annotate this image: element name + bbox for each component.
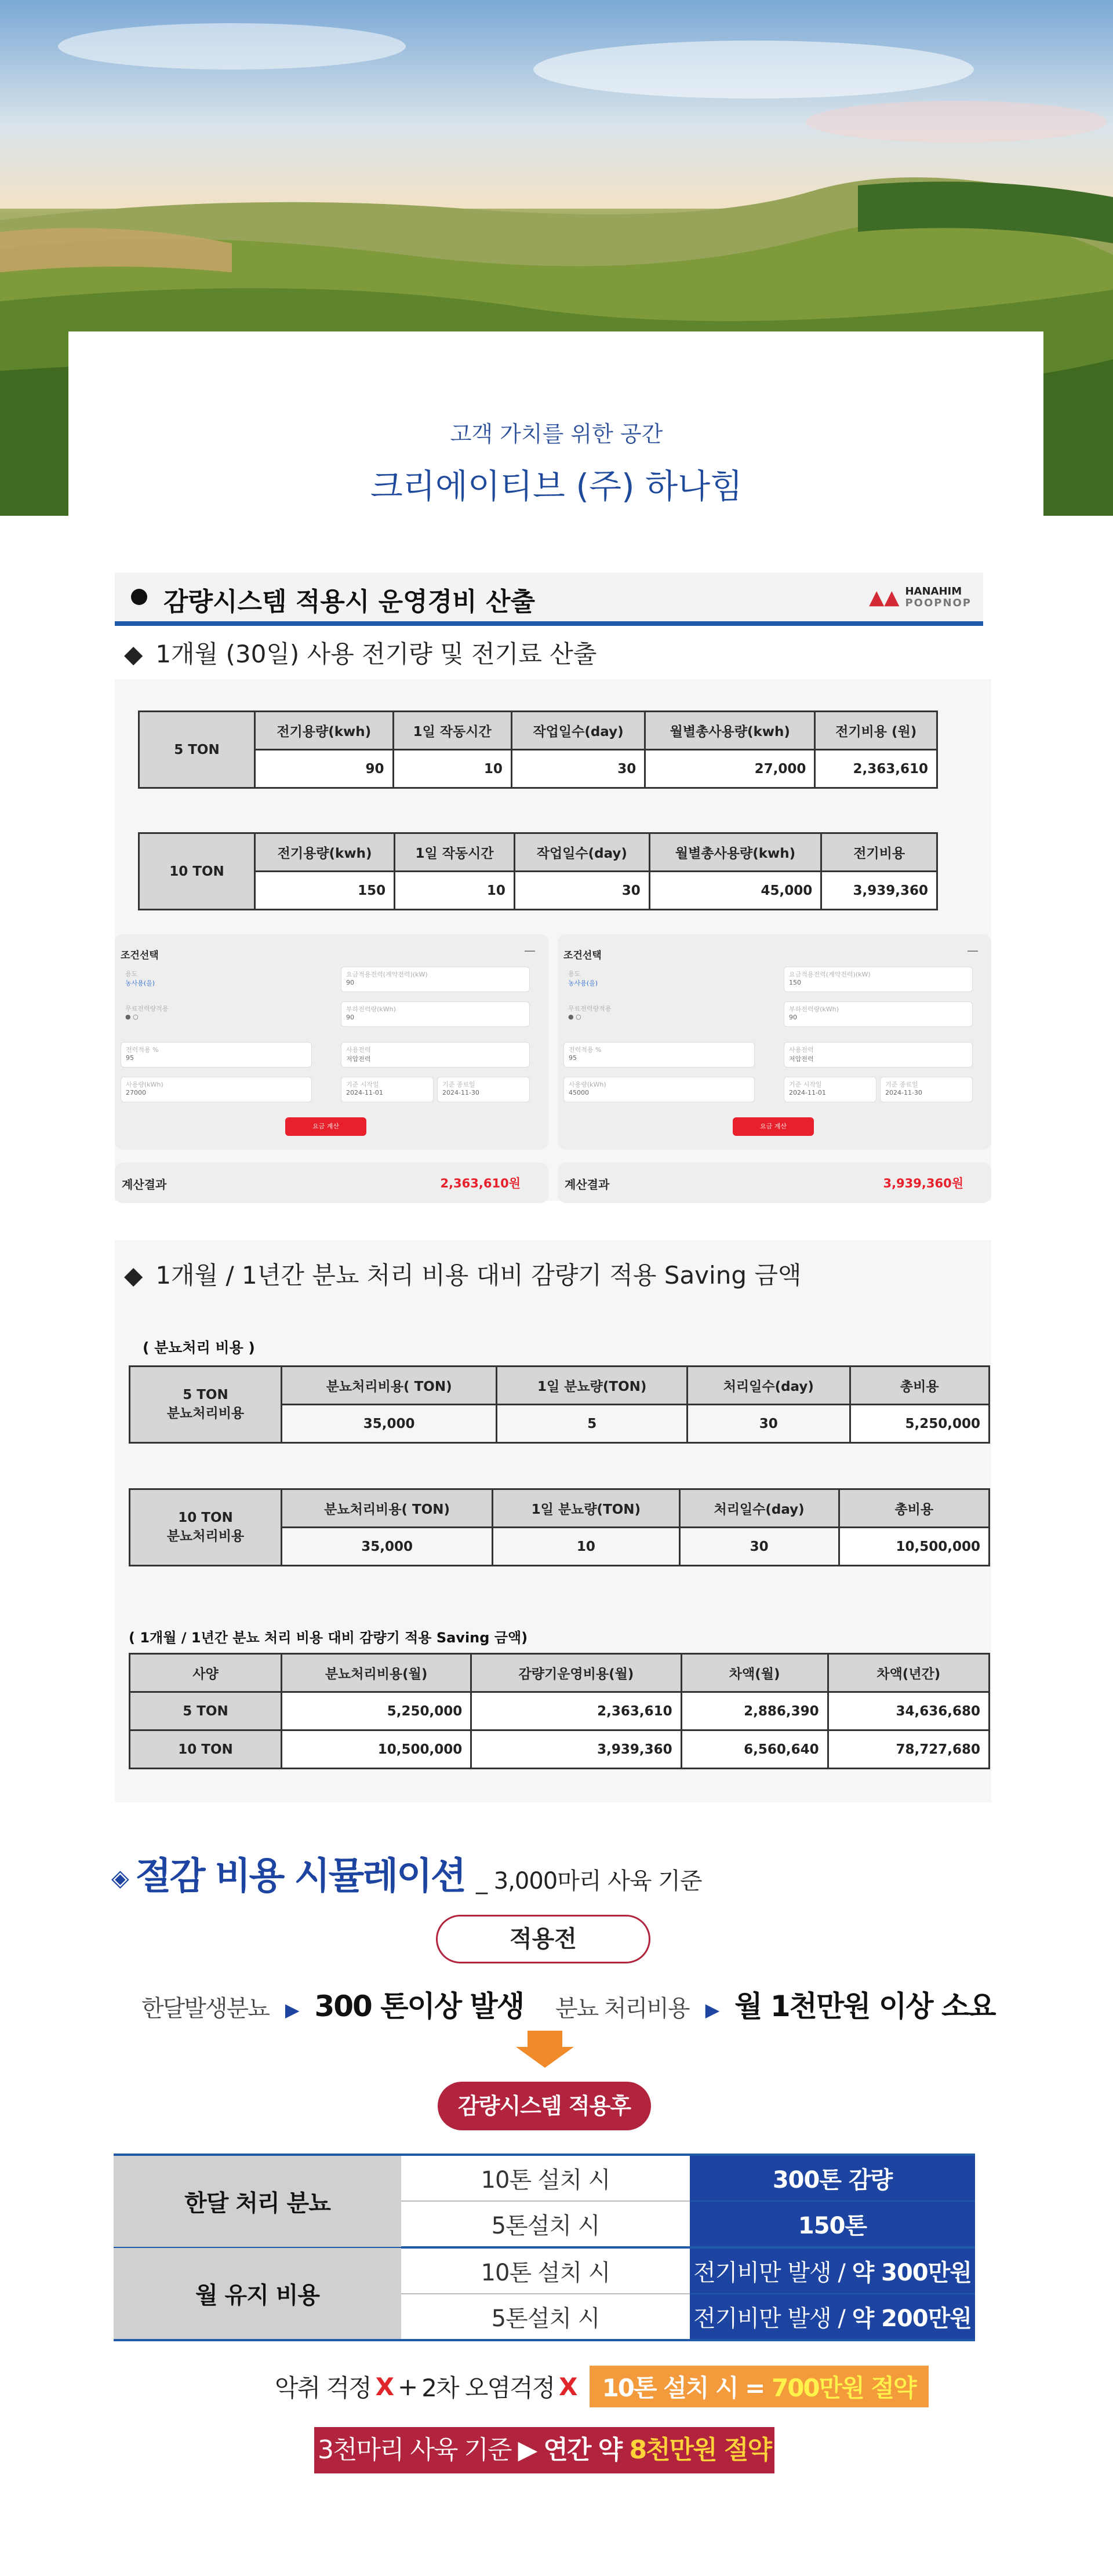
- field-value: 45000: [569, 1089, 589, 1096]
- col-header: 전기용량(kwh): [255, 833, 395, 872]
- field-value: 저압전력: [346, 1055, 371, 1063]
- plus-sign: +: [398, 2372, 417, 2401]
- banner-amount: 8천만원 절약: [629, 2435, 771, 2465]
- result-cell: [690, 2247, 975, 2294]
- cell: 10: [393, 750, 511, 788]
- calc-result-5ton: [115, 1163, 548, 1203]
- result-prefix: 전기비만 발생 /: [693, 2305, 852, 2332]
- field-label: 전력적용 %: [126, 1046, 159, 1054]
- table-row: [114, 2155, 975, 2201]
- subheading-text: 1개월 / 1년간 분뇨 처리 비용 대비 감량기 적용 Saving 금액: [155, 1261, 802, 1289]
- field-label: 기준 시작일: [346, 1081, 379, 1088]
- col-header: 차액(월): [681, 1654, 828, 1692]
- usage-field[interactable]: [563, 967, 737, 992]
- cell: 150: [255, 872, 395, 910]
- field-label: 사용량(kWh): [126, 1081, 163, 1088]
- calc-result-10ton: [558, 1163, 991, 1203]
- table-10ton-electricity: [138, 832, 938, 910]
- result-label: 계산결과: [122, 1178, 167, 1192]
- table-10ton-manure: [129, 1488, 990, 1566]
- line-value: 월 1천만원 이상 소요: [734, 1990, 995, 2023]
- row-label: 10 TON 분뇨처리비용: [130, 1489, 282, 1566]
- triangle-right-icon: ▶: [285, 1999, 299, 2021]
- result-label: 계산결과: [565, 1178, 610, 1192]
- field-label: 요금적용전력(계약전력)(kW): [346, 971, 428, 978]
- cell: 78,727,680: [828, 1730, 989, 1769]
- field-value: 150: [789, 979, 801, 986]
- cell: 10: [395, 872, 515, 910]
- end-date-input[interactable]: [437, 1077, 530, 1102]
- row-label: 10 TON: [139, 833, 255, 910]
- subheading-saving: [124, 1256, 801, 1291]
- col-header: 처리일수(day): [679, 1489, 839, 1528]
- field-label: 사용량(kWh): [569, 1081, 606, 1088]
- worry-free-line: [275, 2366, 929, 2407]
- col-header: 감량기운영비용(월): [471, 1654, 681, 1692]
- cell: 10: [493, 1528, 679, 1566]
- simulation-title-text: 절감 비용 시뮬레이션: [135, 1855, 465, 1898]
- radio-icon[interactable]: ● ○: [568, 1013, 581, 1021]
- cell: 5,250,000: [850, 1405, 989, 1443]
- highlight-prefix: 10톤 설치 시 =: [602, 2374, 772, 2402]
- field-value: 2024-11-01: [346, 1089, 383, 1096]
- cell: 27,000: [645, 750, 815, 788]
- table-5ton-electricity: [138, 711, 938, 789]
- load-power-input[interactable]: [341, 1001, 530, 1027]
- line-label: 분뇨 처리비용: [555, 1995, 689, 2022]
- field-value: 90: [789, 1014, 797, 1021]
- field-label: 사용전력: [346, 1046, 371, 1054]
- annual-saving-banner: [314, 2427, 774, 2473]
- condition-cell: 10톤 설치 시: [401, 2247, 690, 2294]
- calc-title: 조건선택: [121, 950, 159, 961]
- col-header: 사양: [130, 1654, 282, 1692]
- table-5ton-manure: [129, 1365, 990, 1444]
- group-label: 한달 처리 분뇨: [114, 2155, 401, 2247]
- simulation-table: [114, 2154, 975, 2341]
- header-title: 크리에이티브 (주) 하나힘: [370, 467, 743, 506]
- start-date-input[interactable]: [784, 1077, 876, 1102]
- free-power-radio[interactable]: [563, 1001, 737, 1027]
- cell: 35,000: [282, 1528, 493, 1566]
- usage-field[interactable]: [121, 967, 294, 992]
- simulation-title: [111, 1846, 702, 1900]
- result-cell: [690, 2294, 975, 2340]
- field-label: 용도: [568, 970, 581, 978]
- table-row: [114, 2247, 975, 2294]
- col-header: 분뇨처리비용( TON): [282, 1489, 493, 1528]
- odor-worry-text: 악취 걱정: [275, 2374, 371, 2402]
- field-value: 2024-11-30: [885, 1089, 922, 1096]
- field-value: 90: [346, 1014, 354, 1021]
- power-ratio-input[interactable]: [563, 1042, 755, 1067]
- cell: 30: [679, 1528, 839, 1566]
- col-header: 전기용량(kwh): [255, 712, 394, 750]
- field-label: 용도: [125, 970, 138, 978]
- contract-power-input[interactable]: [784, 967, 973, 992]
- x-mark: X: [375, 2372, 394, 2401]
- manure-cost-line: [555, 1983, 995, 2025]
- cell: 6,560,640: [681, 1730, 828, 1769]
- col-header: 1일 작동시간: [393, 712, 511, 750]
- result-prefix: 전기비만 발생 /: [693, 2260, 852, 2286]
- col-header: 1일 분뇨량(TON): [497, 1367, 688, 1405]
- monthly-manure-line: [141, 1983, 523, 2025]
- cell: 5,250,000: [282, 1692, 471, 1730]
- cell: 10,500,000: [839, 1528, 989, 1566]
- calc-title: 조건선택: [563, 950, 602, 961]
- highlight-amount: 700만원 절약: [771, 2374, 916, 2402]
- start-date-input[interactable]: [341, 1077, 434, 1102]
- cell: 3,939,360: [471, 1730, 681, 1769]
- result-cell: 150톤: [690, 2201, 975, 2247]
- field-value: 2024-11-30: [442, 1089, 479, 1096]
- free-power-radio[interactable]: [121, 1001, 294, 1027]
- power-ratio-input[interactable]: [121, 1042, 312, 1067]
- cell: 30: [511, 750, 645, 788]
- end-date-input[interactable]: [880, 1077, 973, 1102]
- section-heading-bar: [115, 573, 983, 626]
- field-value: 95: [126, 1054, 134, 1062]
- header-subtitle: 고객 가치를 위한 공간: [450, 421, 663, 447]
- usage-kwh-input[interactable]: [121, 1077, 312, 1102]
- row-label: 5 TON: [139, 712, 255, 788]
- cell: 35,000: [282, 1405, 497, 1443]
- radio-icon[interactable]: ● ○: [125, 1013, 139, 1021]
- field-value: 저압전력: [789, 1055, 814, 1063]
- field-label: 사용전력: [789, 1046, 814, 1054]
- field-value: 95: [569, 1054, 577, 1062]
- field-label: 요금적용전력(계약전력)(kW): [789, 971, 871, 978]
- field-label: 기준 종료일: [442, 1081, 475, 1088]
- result-amount: 약 200만원: [852, 2305, 972, 2332]
- after-pill: 감량시스템 적용후: [438, 2082, 651, 2130]
- table-saving: [129, 1653, 990, 1769]
- field-value: 농사용(을): [125, 979, 155, 987]
- caption-saving: ( 1개월 / 1년간 분뇨 처리 비용 대비 감량기 적용 Saving 금액): [129, 1630, 528, 1646]
- col-header: 전기비용 (원): [815, 712, 937, 750]
- table-row: [130, 1692, 990, 1730]
- field-value: 27000: [126, 1089, 146, 1096]
- cell: 5: [497, 1405, 688, 1443]
- result-cell: 300톤 감량: [690, 2155, 975, 2201]
- col-header: 처리일수(day): [688, 1367, 850, 1405]
- field-label: 무료전력량적용: [125, 1005, 169, 1012]
- load-power-input[interactable]: [784, 1001, 973, 1027]
- condition-cell: 5톤설치 시: [401, 2201, 690, 2247]
- field-value: 2024-11-01: [789, 1089, 826, 1096]
- field-value: 90: [346, 979, 354, 986]
- cell: 3,939,360: [821, 872, 937, 910]
- field-value: 농사용(을): [568, 979, 598, 987]
- field-label: 부하전력량(kWh): [789, 1005, 839, 1013]
- hanahim-logo: [869, 583, 972, 612]
- col-header: 분뇨처리비용(월): [282, 1654, 471, 1692]
- group-label: 월 유지 비용: [114, 2247, 401, 2340]
- power-type-select[interactable]: [341, 1042, 530, 1067]
- col-header: 월별총사용량(kwh): [645, 712, 815, 750]
- col-header: 1일 분뇨량(TON): [493, 1489, 679, 1528]
- banner-mid: 연간 약: [543, 2435, 630, 2465]
- power-type-select[interactable]: [784, 1042, 973, 1067]
- col-header: 총비용: [839, 1489, 989, 1528]
- x-mark: X: [559, 2372, 577, 2401]
- field-label: 부하전력량(kWh): [346, 1005, 396, 1013]
- result-value: 2,363,610원: [440, 1176, 521, 1190]
- diamond-icon: ◆: [124, 1261, 143, 1289]
- subheading-text: 1개월 (30일) 사용 전기량 및 전기료 산출: [155, 640, 597, 668]
- row-label: 5 TON 분뇨처리비용: [130, 1367, 282, 1443]
- table-row: [130, 1730, 990, 1769]
- banner-prefix: 3천마리 사육 기준 ▶: [318, 2435, 544, 2465]
- saving-highlight: [590, 2366, 929, 2407]
- col-header: 작업일수(day): [511, 712, 645, 750]
- bullet-icon: [131, 589, 147, 605]
- field-label: 기준 종료일: [885, 1081, 918, 1088]
- pollution-worry-text: 2차 오염걱정: [421, 2374, 555, 2402]
- calculate-button[interactable]: 요금 계산: [285, 1117, 366, 1136]
- cell: 10 TON: [130, 1730, 282, 1769]
- calculator-panel-10ton: [558, 934, 991, 1150]
- calculator-panel-5ton: [115, 934, 548, 1150]
- cell: 30: [688, 1405, 850, 1443]
- diamond-icon: ◆: [124, 640, 143, 668]
- cell: 2,363,610: [471, 1692, 681, 1730]
- section-heading: 감량시스템 적용시 운영경비 산출: [163, 587, 536, 617]
- col-header: 총비용: [850, 1367, 989, 1405]
- usage-kwh-input[interactable]: [563, 1077, 755, 1102]
- before-pill: 적용전: [436, 1915, 650, 1963]
- contract-power-input[interactable]: [341, 967, 530, 992]
- col-header: 차액(년간): [828, 1654, 989, 1692]
- condition-cell: 5톤설치 시: [401, 2294, 690, 2340]
- logo-mark-icon: ▲▲: [869, 586, 900, 609]
- triangle-right-icon: ▶: [705, 1999, 719, 2021]
- line-value: 300 톤이상 발생: [314, 1990, 524, 2023]
- collapse-icon[interactable]: —: [524, 943, 536, 957]
- condition-cell: 10톤 설치 시: [401, 2155, 690, 2201]
- field-label: 무료전력량적용: [568, 1005, 612, 1012]
- caption-manure-cost: ( 분뇨처리 비용 ): [143, 1339, 255, 1356]
- cell: 2,886,390: [681, 1692, 828, 1730]
- col-header: 전기비용: [821, 833, 937, 872]
- cell: 2,363,610: [815, 750, 937, 788]
- cell: 34,636,680: [828, 1692, 989, 1730]
- cell: 5 TON: [130, 1692, 282, 1730]
- cell: 30: [514, 872, 649, 910]
- logo-text-bottom: POOPNOP: [905, 597, 972, 609]
- field-label: 기준 시작일: [789, 1081, 822, 1088]
- cell: 10,500,000: [282, 1730, 471, 1769]
- diamond-icon: ◈: [111, 1865, 128, 1892]
- col-header: 작업일수(day): [514, 833, 649, 872]
- cell: 90: [255, 750, 394, 788]
- result-value: 3,939,360원: [883, 1176, 963, 1190]
- result-amount: 약 300만원: [852, 2260, 972, 2286]
- col-header: 분뇨처리비용( TON): [282, 1367, 497, 1405]
- logo-text-top: HANAHIM: [905, 585, 962, 597]
- cell: 45,000: [649, 872, 821, 910]
- field-label: 전력적용 %: [569, 1046, 602, 1054]
- calculate-button[interactable]: 요금 계산: [733, 1117, 814, 1136]
- subheading-electricity: [124, 635, 596, 670]
- col-header: 1일 작동시간: [395, 833, 515, 872]
- simulation-title-note: _ 3,000마리 사육 기준: [476, 1868, 702, 1894]
- col-header: 월별총사용량(kwh): [649, 833, 821, 872]
- collapse-icon[interactable]: —: [967, 943, 979, 957]
- line-label: 한달발생분뇨: [141, 1995, 269, 2022]
